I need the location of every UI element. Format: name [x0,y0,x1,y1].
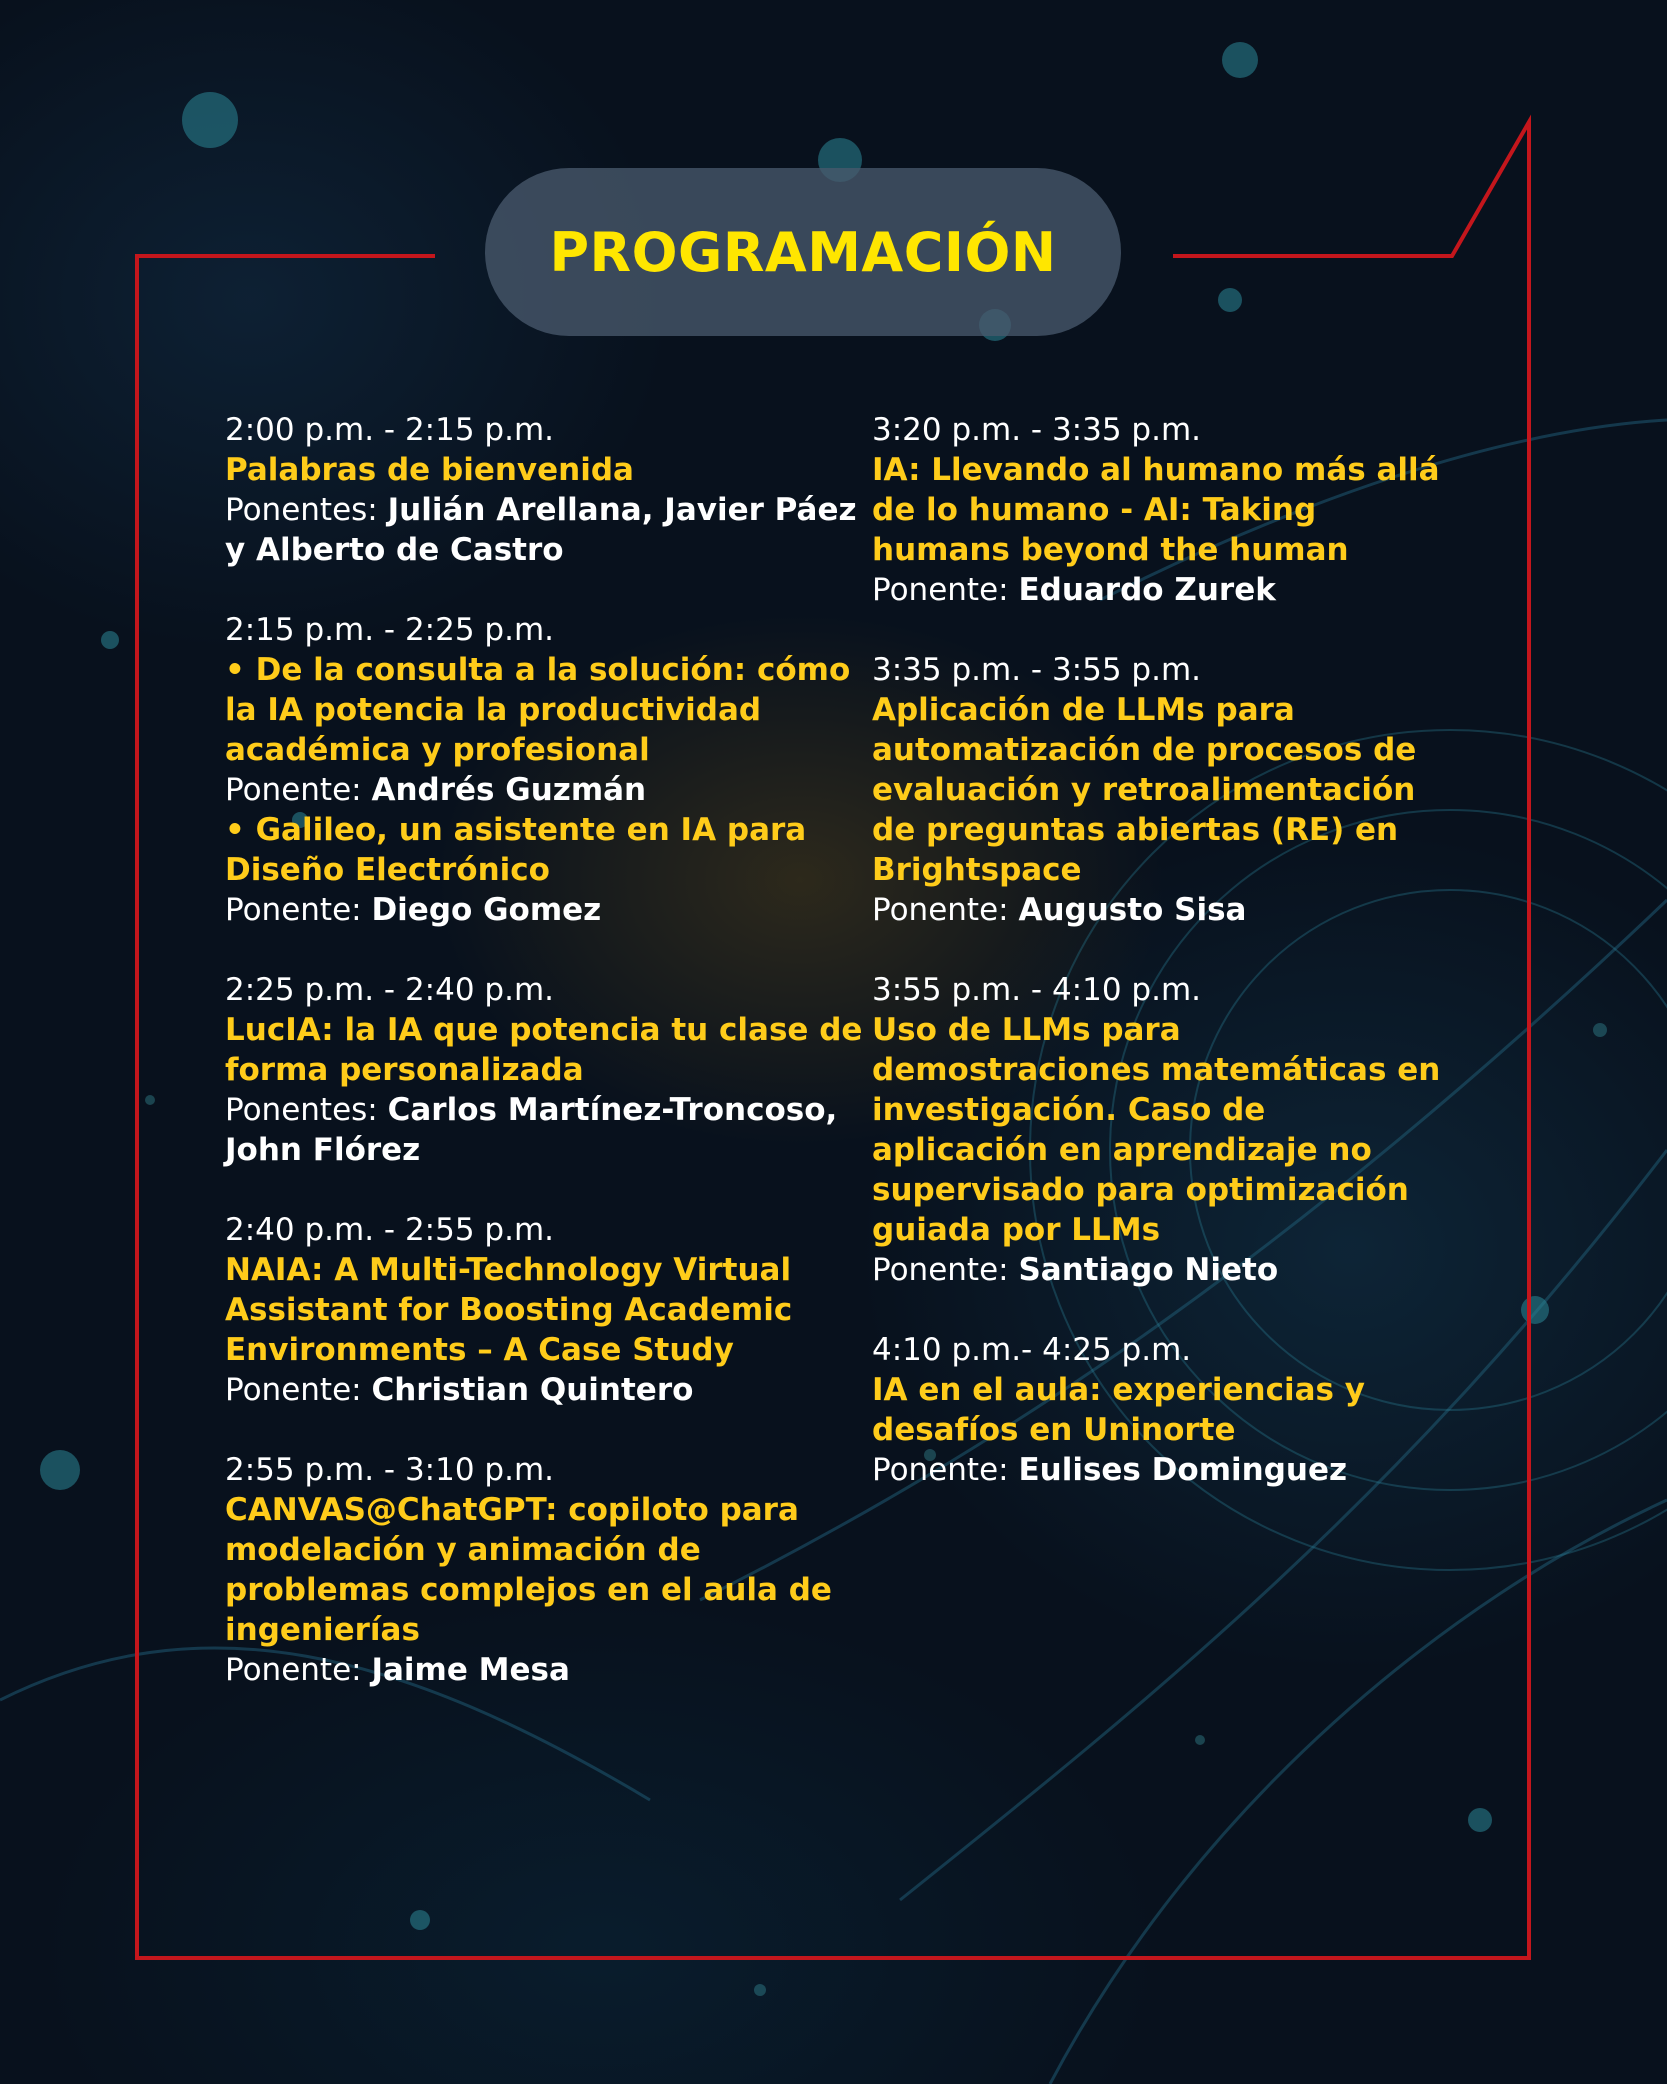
session-time: 2:00 p.m. - 2:15 p.m. [225,412,554,448]
speaker-line [225,1650,865,1690]
speaker-line [225,1370,865,1410]
session-time: 4:10 p.m.- 4:25 p.m. [872,1332,1192,1368]
speaker-line [225,890,865,930]
title-pill [485,168,1121,336]
page-title: PROGRAMACIÓN [549,220,1057,284]
speaker-label: Ponente: [225,892,362,928]
session-time: 2:55 p.m. - 3:10 p.m. [225,1452,554,1488]
schedule-item [225,410,865,570]
speaker-label: Ponente: [872,892,1009,928]
speaker-names: Andrés Guzmán [371,772,647,808]
session-time: 2:25 p.m. - 2:40 p.m. [225,972,554,1008]
schedule-item [872,410,1452,610]
speaker-names: Diego Gomez [371,892,602,928]
session-time: 2:15 p.m. - 2:25 p.m. [225,612,554,648]
talk-title: IA: Llevando al humano más allá de lo humano - AI: Taking humans beyond the human [872,452,1440,568]
schedule-right-column [872,410,1452,1530]
speaker-names: Julián Arellana, Javier Páez y Alberto de Castro [225,492,857,568]
talk-title: NAIA: A Multi-Technology Virtual Assistant for Boosting Academic Environments – A Case Study [225,1252,793,1368]
session-time: 3:55 p.m. - 4:10 p.m. [872,972,1201,1008]
speaker-names: Santiago Nieto [1018,1252,1279,1288]
speaker-label: Ponentes: [225,492,378,528]
schedule-item [872,970,1452,1290]
schedule-item [872,650,1452,930]
talk-title: IA en el aula: experiencias y desafíos en Uninorte [872,1372,1365,1448]
schedule-item [225,970,865,1170]
talk-title: LucIA: la IA que potencia tu clase de forma personalizada [225,1012,863,1088]
speaker-line [872,890,1452,930]
schedule-left-column [225,410,865,1730]
schedule-item [225,610,865,810]
speaker-names: Jaime Mesa [371,1652,570,1688]
session-time: 2:40 p.m. - 2:55 p.m. [225,1212,554,1248]
talk-title: Palabras de bienvenida [225,452,634,488]
session-time: 3:20 p.m. - 3:35 p.m. [872,412,1201,448]
speaker-names: Carlos Martínez-Troncoso, John Flórez [225,1092,838,1168]
speaker-label: Ponente: [225,1652,362,1688]
speaker-names: Eulises Dominguez [1018,1452,1348,1488]
speaker-label: Ponentes: [225,1092,378,1128]
schedule-item [225,1210,865,1410]
speaker-line [872,1450,1452,1490]
talk-title: CANVAS@ChatGPT: copiloto para modelación y animación de problemas complejos en el aula de ingenierías [225,1492,832,1648]
talk-title: • De la consulta a la solución: cómo la IA potencia la productividad académica y profesional [225,652,851,768]
talk-title: Uso de LLMs para demostraciones matemáticas en investigación. Caso de aplicación en aprendizaje no supervisado para optimización guiada por LLMs [872,1012,1441,1248]
speaker-line [225,770,865,810]
speaker-label: Ponente: [225,772,362,808]
session-time: 3:35 p.m. - 3:55 p.m. [872,652,1201,688]
speaker-line [225,1090,865,1170]
speaker-names: Eduardo Zurek [1018,572,1276,608]
speaker-label: Ponente: [225,1372,362,1408]
schedule-item [872,1330,1452,1490]
speaker-names: Christian Quintero [371,1372,694,1408]
talk-title: Aplicación de LLMs para automatización de procesos de evaluación y retroalimentación de preguntas abiertas (RE) en Brightspace [872,692,1417,888]
speaker-line [872,1250,1452,1290]
speaker-line [225,490,865,570]
schedule-item [225,1450,865,1690]
speaker-names: Augusto Sisa [1018,892,1247,928]
speaker-label: Ponente: [872,1252,1009,1288]
schedule-item [225,810,865,930]
speaker-label: Ponente: [872,1452,1009,1488]
speaker-label: Ponente: [872,572,1009,608]
talk-title: • Galileo, un asistente en IA para Diseño Electrónico [225,812,807,888]
speaker-line [872,570,1452,610]
